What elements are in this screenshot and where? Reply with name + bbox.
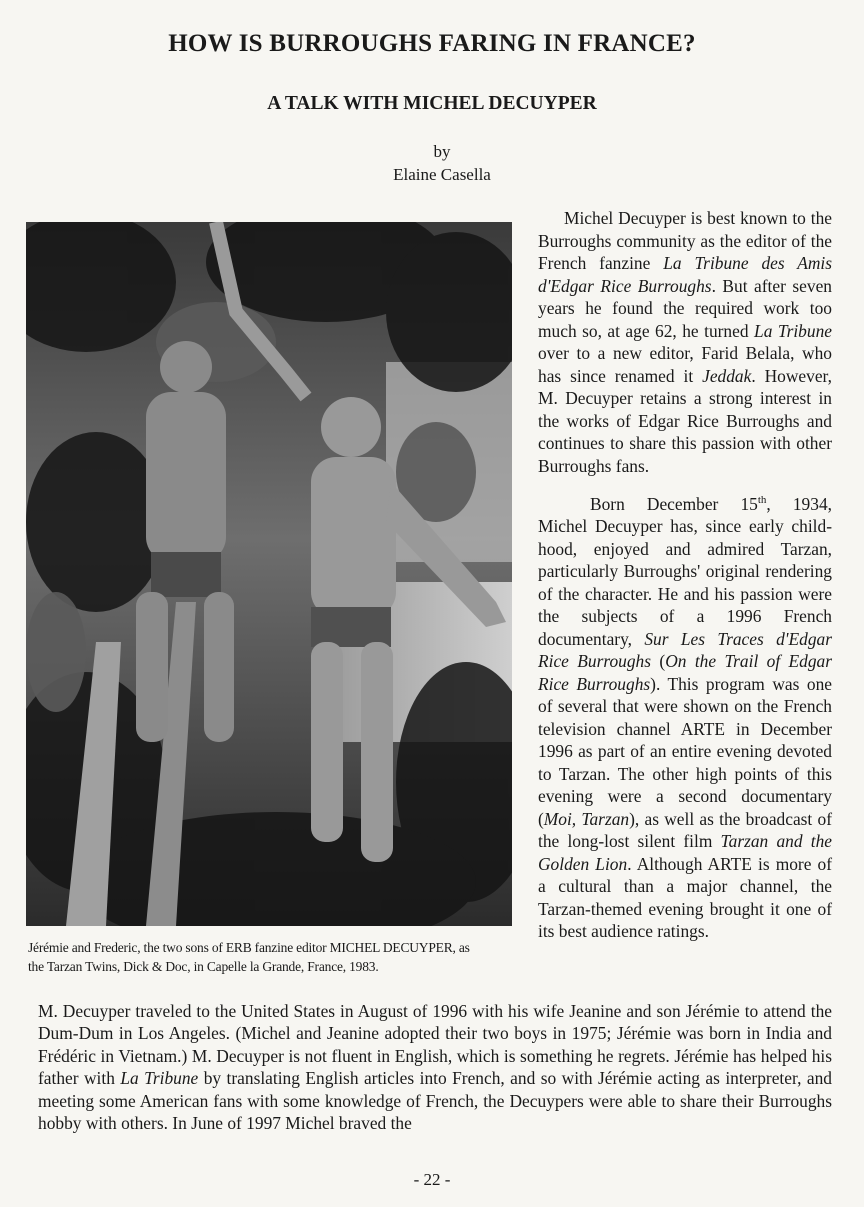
author-name: Elaine Casella	[393, 165, 491, 184]
right-column	[538, 207, 832, 943]
article-subtitle: A TALK WITH MICHEL DECUYPER	[267, 93, 597, 114]
photo-tarzan-twins	[26, 222, 512, 926]
bottom-paragraph	[38, 1000, 832, 1134]
paragraph-born: Born December 15th, 1934, Michel Decuyper has, since early childhood, enjoyed and admired Tarzan, particularly Burroughs' original rendering of the character. He and his passion were the subjects of a 1996 French documentary, Sur Les Traces d'Edgar Rice Burroughs (On the Trail of Edgar Rice Burroughs). This program was one of several that were shown on the French television channel ARTE in December 1996 as part of an entire evening devoted to Tarzan. The other high points of this evening were a second documentary (Moi, Tarzan), as well as the broadcast of the long-lost silent film Tarzan and the Golden Lion. Although ARTE is more of a cultural than a major channel, the Tarzan-themed evening brought it one of its best audience ratings.	[538, 493, 833, 942]
article-title: HOW IS BURROUGHS FARING IN FRANCE?	[168, 30, 696, 57]
caption-line: the Tarzan Twins, Dick & Doc, in Capelle la Grande, France, 1983.	[28, 959, 379, 974]
paragraph-intro: Michel Decuyper is best known to the Burroughs community as the editor of the French fanzine La Tribune des Amis d'Edgar Rice Burroughs. But after seven years he found the required work too much so, at age 62, he turned La Tribune over to a new editor, Farid Belala, who has since renamed it Jeddak. However, M. Decuyper retains a strong interest in the works of Edgar Rice Burroughs and continues to share this passion with other Burroughs fans.	[538, 208, 832, 476]
byline: by	[433, 142, 451, 161]
caption-line: Jérémie and Frederic, the two sons of ERB fanzine editor MICHEL DECUYPER, as	[28, 940, 470, 955]
photo-caption	[28, 938, 528, 976]
paragraph-travel: M. Decuyper traveled to the United States in August of 1996 with his wife Jeanine and son Jérémie to attend the Dum-Dum in Los Angeles. (Michel and Jeanine adopted their two boys in 1975; Jérémie was born in India and Frédéric in Vietnam.) M. Decuyper is not fluent in English, which is something he regrets. Jérémie has helped his father with La Tribune by translating English articles into French, and so with Jérémie acting as interpreter, and meeting some American fans with some knowledge of French, the Decuypers were able to share their Burroughs hobby with others. In June of 1997 Michel braved the	[38, 1001, 832, 1134]
page-number: - 22 -	[413, 1170, 451, 1189]
